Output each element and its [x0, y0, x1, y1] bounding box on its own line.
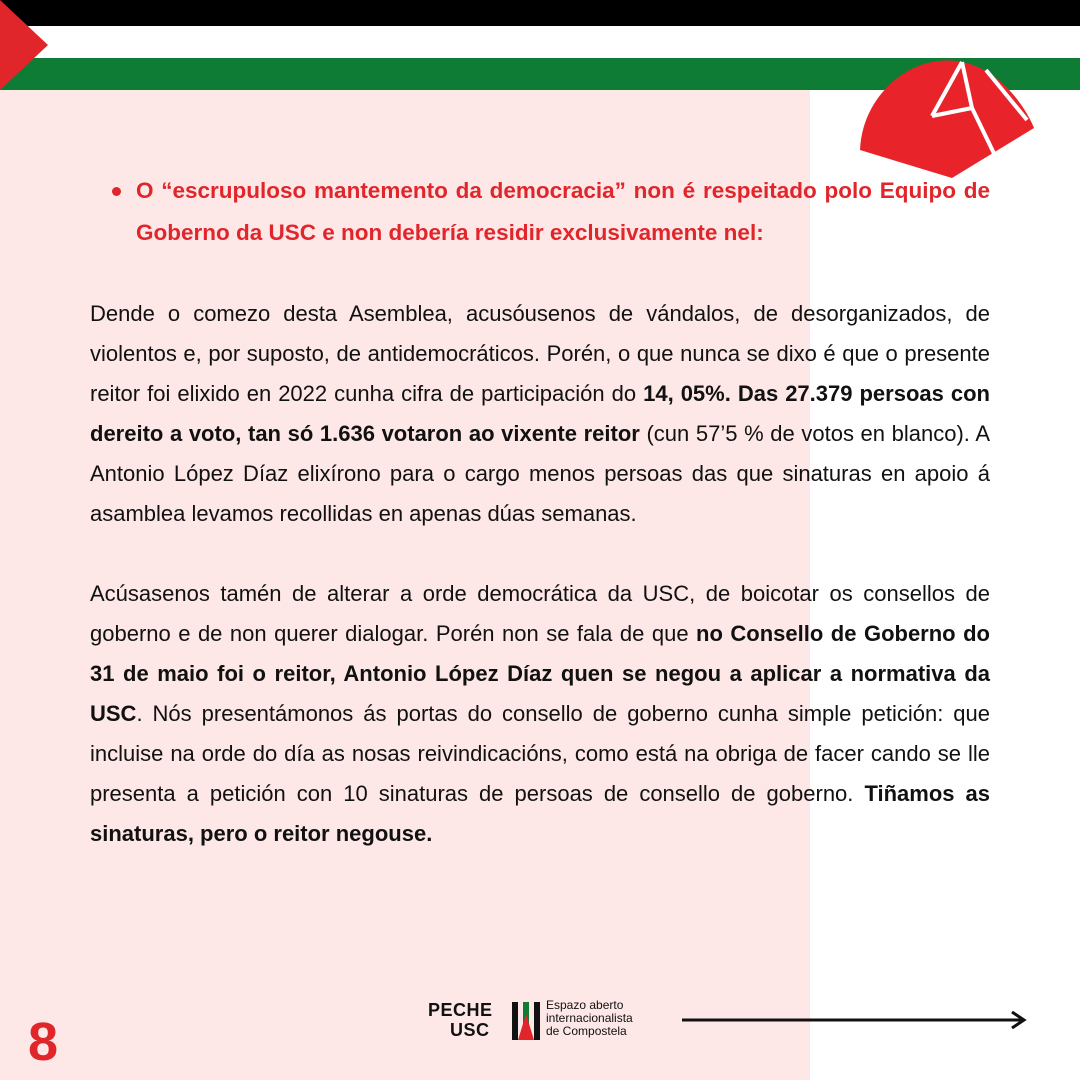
paragraph-2-bold-a: no Consello de Goberno do 31 de maio foi o reitor, Antonio López Díaz quen se negou a aplicar a normativa da USC [90, 621, 990, 726]
paragraph-1 [90, 294, 990, 534]
tent-icon [852, 40, 1042, 180]
logo-word-peche: PECHE [428, 1000, 493, 1020]
heading-bullet-text: O “escrupuloso mantemento da democracia” non é respeitado polo Equipo de Goberno da USC e non debería residir exclusivamente nel: [136, 178, 990, 245]
logo-tagline [546, 999, 633, 1038]
paragraph-1-bold-a: 14, 05%. Das 27.379 persoas con dereito a voto, tan só 1.636 votaron ao vixente reitor [90, 381, 990, 446]
footer-logo [428, 996, 668, 1046]
paragraph-1-text-b: (cun 57’5 % de votos en blanco). A Antonio López Díaz elixírono para o cargo menos persoas das que sinaturas en apoio á asamblea levamos recollidas en apenas dúas semanas. [90, 421, 990, 526]
peche-logo-mark-icon [512, 1000, 540, 1040]
paragraph-2-text-a: Acúsasenos tamén de alterar a orde democrática da USC, de boicotar os consellos de goberno e de non querer dialogar. Porén non se fala de que [90, 581, 990, 646]
heading-bullet [90, 170, 990, 254]
flag-triangle-red [0, 0, 48, 90]
logo-tagline-line-3: de Compostela [546, 1024, 627, 1038]
arrow-right-icon[interactable] [682, 1008, 1032, 1032]
paragraph-2-text-b: . Nós presentámonos ás portas do consello de goberno cunha simple petición: que incluise na orde do día as nosas reivindicacións, como está na obriga de facer cando se lle presenta a petición con 10 sinaturas de persoas de consello de goberno. [90, 701, 990, 806]
logo-tagline-line-1: Espazo aberto [546, 998, 624, 1012]
paragraph-2-bold-b: Tiñamos as sinaturas, pero o reitor negouse. [90, 781, 990, 846]
paragraph-1-text-a: Dende o comezo desta Asemblea, acusóusenos de vándalos, de desorganizados, de violentos e, por suposto, de antidemocráticos. Porén, o que nunca se dixo é que o presente reitor foi elixido en 2022 cunha cifra de participación do [90, 301, 990, 406]
flag-stripe-black [0, 0, 1080, 26]
bullet-dot-icon [112, 187, 121, 196]
main-content [90, 170, 990, 854]
page-number: 8 [28, 1012, 59, 1072]
logo-word-usc: USC [450, 1020, 490, 1040]
paragraph-2 [90, 574, 990, 854]
logo-tagline-line-2: internacionalista [546, 1011, 633, 1025]
